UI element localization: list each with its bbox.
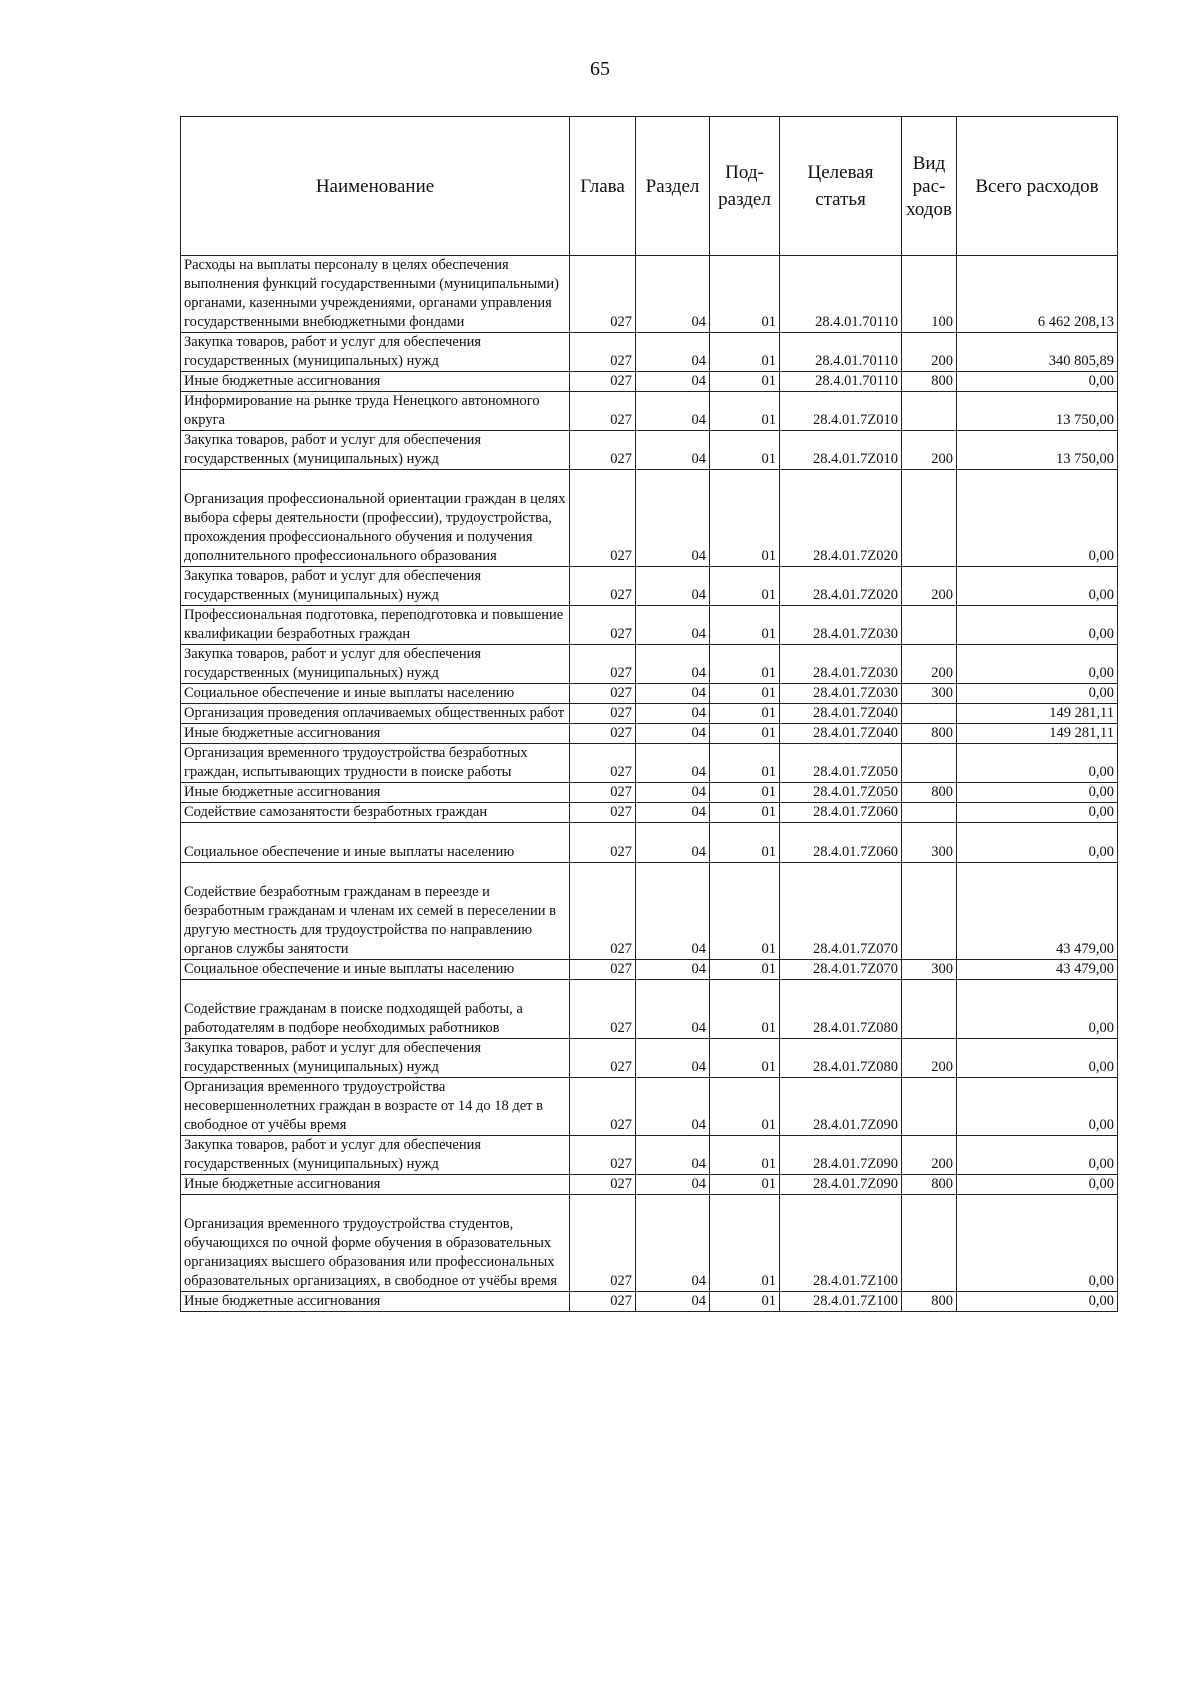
row-vid	[902, 704, 957, 724]
row-glava: 027	[570, 333, 636, 372]
row-statya: 28.4.01.7Z080	[780, 1039, 902, 1078]
row-glava: 027	[570, 744, 636, 783]
row-vid: 200	[902, 645, 957, 684]
table-row	[181, 803, 1118, 823]
row-name: Расходы на выплаты персоналу в целях обеспечения выполнения функций государственными (муниципальными) органами, казенными учреждениями, органами управления государственными внебюджетными фондами	[181, 256, 570, 333]
table-row	[181, 392, 1118, 431]
row-statya: 28.4.01.7Z060	[780, 823, 902, 863]
table-row	[181, 333, 1118, 372]
row-name: Закупка товаров, работ и услуг для обеспечения государственных (муниципальных) нужд	[181, 1136, 570, 1175]
row-total: 0,00	[957, 783, 1118, 803]
row-total: 0,00	[957, 1078, 1118, 1136]
row-glava: 027	[570, 863, 636, 960]
row-vid	[902, 863, 957, 960]
row-name: Закупка товаров, работ и услуг для обеспечения государственных (муниципальных) нужд	[181, 1039, 570, 1078]
row-razdel: 04	[636, 960, 710, 980]
row-glava: 027	[570, 1039, 636, 1078]
table-row	[181, 606, 1118, 645]
row-razdel: 04	[636, 823, 710, 863]
row-podrazdel: 01	[710, 823, 780, 863]
row-name: Информирование на рынке труда Ненецкого автономного округа	[181, 392, 570, 431]
table-row	[181, 567, 1118, 606]
row-podrazdel: 01	[710, 783, 780, 803]
row-name: Содействие самозанятости безработных граждан	[181, 803, 570, 823]
row-podrazdel: 01	[710, 744, 780, 783]
row-statya: 28.4.01.7Z090	[780, 1175, 902, 1195]
row-razdel: 04	[636, 783, 710, 803]
budget-table	[180, 116, 1118, 1312]
row-glava: 027	[570, 606, 636, 645]
row-vid	[902, 606, 957, 645]
row-glava: 027	[570, 431, 636, 470]
row-total: 0,00	[957, 980, 1118, 1039]
row-vid: 200	[902, 431, 957, 470]
row-name: Иные бюджетные ассигнования	[181, 372, 570, 392]
row-glava: 027	[570, 256, 636, 333]
header-glava: Глава	[570, 117, 636, 256]
row-razdel: 04	[636, 684, 710, 704]
row-glava: 027	[570, 960, 636, 980]
header-vid: Вид рас- ходов	[902, 117, 957, 256]
row-podrazdel: 01	[710, 724, 780, 744]
row-glava: 027	[570, 372, 636, 392]
table-row	[181, 783, 1118, 803]
row-name: Организация временного трудоустройства несовершеннолетних граждан в возрасте от 14 до 18 дет в свободное от учёбы время	[181, 1078, 570, 1136]
row-podrazdel: 01	[710, 1078, 780, 1136]
row-podrazdel: 01	[710, 1292, 780, 1312]
table-row	[181, 980, 1118, 1039]
row-vid: 200	[902, 1039, 957, 1078]
row-name: Организация временного трудоустройства студентов, обучающихся по очной форме обучения в образовательных организациях высшего образования или профессиональных образовательных организациях, в свободное от учёбы время	[181, 1195, 570, 1292]
row-podrazdel: 01	[710, 372, 780, 392]
row-razdel: 04	[636, 392, 710, 431]
table-row	[181, 823, 1118, 863]
table-row	[181, 960, 1118, 980]
row-name: Закупка товаров, работ и услуг для обеспечения государственных (муниципальных) нужд	[181, 567, 570, 606]
table-row	[181, 724, 1118, 744]
row-statya: 28.4.01.70110	[780, 372, 902, 392]
row-podrazdel: 01	[710, 1136, 780, 1175]
row-glava: 027	[570, 803, 636, 823]
row-podrazdel: 01	[710, 431, 780, 470]
row-statya: 28.4.01.7Z070	[780, 960, 902, 980]
header-total: Всего расходов	[957, 117, 1118, 256]
row-podrazdel: 01	[710, 684, 780, 704]
row-name: Организация проведения оплачиваемых общественных работ	[181, 704, 570, 724]
row-total: 0,00	[957, 684, 1118, 704]
row-vid	[902, 1195, 957, 1292]
row-statya: 28.4.01.7Z040	[780, 724, 902, 744]
row-podrazdel: 01	[710, 333, 780, 372]
row-name: Закупка товаров, работ и услуг для обеспечения государственных (муниципальных) нужд	[181, 333, 570, 372]
row-razdel: 04	[636, 863, 710, 960]
table-row	[181, 372, 1118, 392]
row-total: 0,00	[957, 372, 1118, 392]
row-glava: 027	[570, 392, 636, 431]
table-row	[181, 1292, 1118, 1312]
row-total: 149 281,11	[957, 724, 1118, 744]
row-razdel: 04	[636, 606, 710, 645]
row-razdel: 04	[636, 1136, 710, 1175]
header-row	[181, 117, 1118, 256]
row-razdel: 04	[636, 1039, 710, 1078]
row-razdel: 04	[636, 567, 710, 606]
row-name: Содействие безработным гражданам в переезде и безработным гражданам и членам их семей в переселении в другую местность для трудоустройства по направлению органов службы занятости	[181, 863, 570, 960]
row-name: Социальное обеспечение и иные выплаты населению	[181, 823, 570, 863]
row-glava: 027	[570, 1175, 636, 1195]
row-total: 149 281,11	[957, 704, 1118, 724]
table-row	[181, 684, 1118, 704]
row-name: Содействие гражданам в поиске подходящей работы, а работодателям в подборе необходимых работников	[181, 980, 570, 1039]
table-row	[181, 1195, 1118, 1292]
row-razdel: 04	[636, 803, 710, 823]
row-glava: 027	[570, 1136, 636, 1175]
row-vid: 800	[902, 372, 957, 392]
row-statya: 28.4.01.7Z010	[780, 431, 902, 470]
row-name: Иные бюджетные ассигнования	[181, 783, 570, 803]
table-row	[181, 863, 1118, 960]
row-statya: 28.4.01.7Z060	[780, 803, 902, 823]
row-glava: 027	[570, 704, 636, 724]
row-glava: 027	[570, 684, 636, 704]
row-total: 0,00	[957, 1136, 1118, 1175]
row-vid: 800	[902, 1292, 957, 1312]
row-glava: 027	[570, 470, 636, 567]
table-row	[181, 256, 1118, 333]
row-total: 43 479,00	[957, 863, 1118, 960]
row-name: Закупка товаров, работ и услуг для обеспечения государственных (муниципальных) нужд	[181, 431, 570, 470]
row-name: Социальное обеспечение и иные выплаты населению	[181, 684, 570, 704]
row-podrazdel: 01	[710, 645, 780, 684]
row-razdel: 04	[636, 980, 710, 1039]
page-number: 65	[590, 58, 610, 80]
row-razdel: 04	[636, 256, 710, 333]
row-name: Социальное обеспечение и иные выплаты населению	[181, 960, 570, 980]
row-total: 0,00	[957, 803, 1118, 823]
row-glava: 027	[570, 823, 636, 863]
row-podrazdel: 01	[710, 863, 780, 960]
table-row	[181, 1078, 1118, 1136]
row-glava: 027	[570, 724, 636, 744]
header-razdel: Раздел	[636, 117, 710, 256]
row-statya: 28.4.01.7Z040	[780, 704, 902, 724]
row-statya: 28.4.01.7Z010	[780, 392, 902, 431]
row-glava: 027	[570, 645, 636, 684]
row-name: Иные бюджетные ассигнования	[181, 1175, 570, 1195]
row-statya: 28.4.01.7Z070	[780, 863, 902, 960]
row-podrazdel: 01	[710, 980, 780, 1039]
row-name: Иные бюджетные ассигнования	[181, 1292, 570, 1312]
row-glava: 027	[570, 980, 636, 1039]
header-name: Наименование	[181, 117, 570, 256]
row-podrazdel: 01	[710, 392, 780, 431]
row-statya: 28.4.01.7Z080	[780, 980, 902, 1039]
row-vid	[902, 392, 957, 431]
row-statya: 28.4.01.7Z090	[780, 1078, 902, 1136]
row-razdel: 04	[636, 431, 710, 470]
table-row	[181, 744, 1118, 783]
row-razdel: 04	[636, 333, 710, 372]
table-row	[181, 645, 1118, 684]
row-statya: 28.4.01.7Z030	[780, 645, 902, 684]
row-razdel: 04	[636, 704, 710, 724]
row-podrazdel: 01	[710, 1039, 780, 1078]
row-total: 0,00	[957, 567, 1118, 606]
row-vid: 100	[902, 256, 957, 333]
row-total: 340 805,89	[957, 333, 1118, 372]
row-total: 0,00	[957, 470, 1118, 567]
row-statya: 28.4.01.7Z100	[780, 1292, 902, 1312]
table-row	[181, 1175, 1118, 1195]
row-razdel: 04	[636, 724, 710, 744]
header-podrazdel: Под- раздел	[710, 117, 780, 256]
header-statya: Целевая статья	[780, 117, 902, 256]
row-podrazdel: 01	[710, 606, 780, 645]
row-statya: 28.4.01.70110	[780, 256, 902, 333]
row-vid: 200	[902, 333, 957, 372]
row-vid	[902, 744, 957, 783]
table-row	[181, 1039, 1118, 1078]
row-vid: 300	[902, 960, 957, 980]
row-razdel: 04	[636, 470, 710, 567]
row-total: 13 750,00	[957, 431, 1118, 470]
row-statya: 28.4.01.70110	[780, 333, 902, 372]
row-glava: 027	[570, 567, 636, 606]
row-total: 0,00	[957, 1175, 1118, 1195]
row-statya: 28.4.01.7Z100	[780, 1195, 902, 1292]
row-vid: 800	[902, 724, 957, 744]
row-statya: 28.4.01.7Z090	[780, 1136, 902, 1175]
row-total: 6 462 208,13	[957, 256, 1118, 333]
table-row	[181, 431, 1118, 470]
row-razdel: 04	[636, 1292, 710, 1312]
row-total: 0,00	[957, 1039, 1118, 1078]
row-statya: 28.4.01.7Z030	[780, 684, 902, 704]
row-total: 0,00	[957, 823, 1118, 863]
row-podrazdel: 01	[710, 1195, 780, 1292]
row-podrazdel: 01	[710, 567, 780, 606]
table-row	[181, 470, 1118, 567]
row-name: Иные бюджетные ассигнования	[181, 724, 570, 744]
row-glava: 027	[570, 1078, 636, 1136]
row-podrazdel: 01	[710, 704, 780, 724]
row-name: Закупка товаров, работ и услуг для обеспечения государственных (муниципальных) нужд	[181, 645, 570, 684]
row-total: 0,00	[957, 1195, 1118, 1292]
row-total: 0,00	[957, 645, 1118, 684]
row-vid: 200	[902, 1136, 957, 1175]
row-total: 0,00	[957, 744, 1118, 783]
row-podrazdel: 01	[710, 960, 780, 980]
row-name: Профессиональная подготовка, переподготовка и повышение квалификации безработных граждан	[181, 606, 570, 645]
row-razdel: 04	[636, 1195, 710, 1292]
row-podrazdel: 01	[710, 256, 780, 333]
row-name: Организация профессиональной ориентации граждан в целях выбора сферы деятельности (профессии), трудоустройства, прохождения профессионального обучения и получения дополнительного профессионального образования	[181, 470, 570, 567]
row-statya: 28.4.01.7Z050	[780, 783, 902, 803]
row-statya: 28.4.01.7Z020	[780, 567, 902, 606]
row-total: 13 750,00	[957, 392, 1118, 431]
row-razdel: 04	[636, 645, 710, 684]
row-statya: 28.4.01.7Z050	[780, 744, 902, 783]
row-total: 0,00	[957, 606, 1118, 645]
row-statya: 28.4.01.7Z030	[780, 606, 902, 645]
row-razdel: 04	[636, 744, 710, 783]
row-glava: 027	[570, 783, 636, 803]
row-glava: 027	[570, 1292, 636, 1312]
row-vid	[902, 980, 957, 1039]
row-vid	[902, 470, 957, 567]
row-total: 0,00	[957, 1292, 1118, 1312]
row-vid: 200	[902, 567, 957, 606]
row-vid: 800	[902, 1175, 957, 1195]
row-razdel: 04	[636, 1078, 710, 1136]
row-total: 43 479,00	[957, 960, 1118, 980]
row-razdel: 04	[636, 372, 710, 392]
row-vid: 300	[902, 684, 957, 704]
table-row	[181, 1136, 1118, 1175]
row-statya: 28.4.01.7Z020	[780, 470, 902, 567]
row-glava: 027	[570, 1195, 636, 1292]
row-podrazdel: 01	[710, 1175, 780, 1195]
row-razdel: 04	[636, 1175, 710, 1195]
row-podrazdel: 01	[710, 470, 780, 567]
row-vid	[902, 1078, 957, 1136]
row-podrazdel: 01	[710, 803, 780, 823]
row-vid	[902, 803, 957, 823]
row-name: Организация временного трудоустройства безработных граждан, испытывающих трудности в поиске работы	[181, 744, 570, 783]
table-row	[181, 704, 1118, 724]
row-vid: 800	[902, 783, 957, 803]
row-vid: 300	[902, 823, 957, 863]
